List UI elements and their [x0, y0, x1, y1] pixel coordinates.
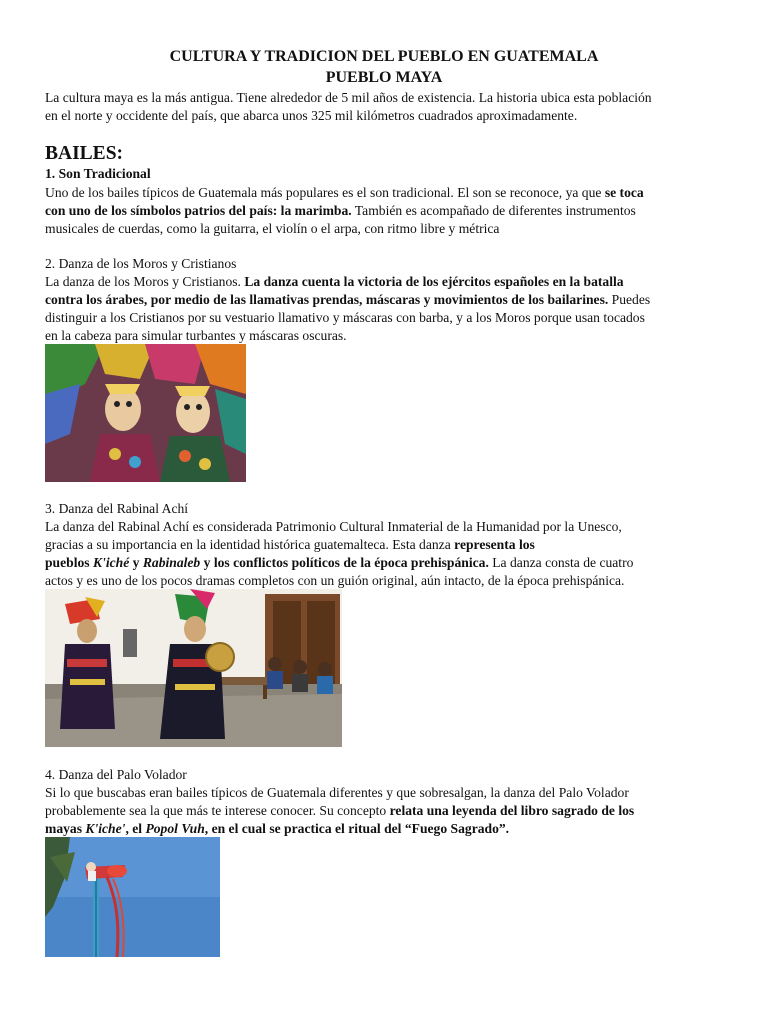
section-1-title: 1. Son Tradicional — [45, 166, 151, 181]
section-4-line: Si lo que buscabas eran bailes típicos de Guatemala diferentes y que sobresalgan, la danza del Palo Volador — [45, 785, 629, 800]
section-2-line: en la cabeza para simular turbantes y máscaras oscuras. — [45, 328, 347, 343]
section-2-line: distinguir a los Cristianos por su vestuario llamativo y máscaras con barba, y a los Moros porque usan tocados — [45, 310, 645, 325]
section-3-line: pueblos K'iché y Rabinaleb y los conflictos políticos de la época prehispánica. La danza consta de cuatro — [45, 555, 634, 570]
section-1-line: con uno de los símbolos patrios del país: la marimba. También es acompañado de diferentes instrumentos — [45, 203, 636, 218]
section-4-line: probablemente sea la que más te interese conocer. Su concepto relata una leyenda del libro sagrado de los — [45, 803, 635, 818]
bailes-heading: BAILES: — [45, 143, 124, 164]
intro-line: La cultura maya es la más antigua. Tiene alrededor de 5 mil años de existencia. La historia ubica esta población — [45, 90, 652, 105]
section-2-title: 2. Danza de los Moros y Cristianos — [45, 256, 237, 271]
document-subtitle: PUEBLO MAYA — [325, 69, 443, 86]
section-4-title: 4. Danza del Palo Volador — [45, 767, 187, 782]
section-3-title: 3. Danza del Rabinal Achí — [45, 501, 189, 516]
palo-volador-photo — [45, 837, 220, 957]
section-1-line: musicales de cuerdas, como la guitarra, el violín o el arpa, con ritmo libre y métrica — [45, 221, 500, 236]
section-2-line: contra los árabes, por medio de las llamativas prendas, máscaras y movimientos de los bailarines. Puedes — [45, 292, 651, 307]
document-title: CULTURA Y TRADICION DEL PUEBLO EN GUATEMALA — [169, 48, 599, 65]
section-2-line: La danza de los Moros y Cristianos. La danza cuenta la victoria de los ejércitos españoles en la batalla — [45, 274, 624, 289]
section-4-line: mayas K'iche', el Popol Vuh, en el cual se practica el ritual del “Fuego Sagrado”. — [45, 821, 510, 836]
section-1-line: Uno de los bailes típicos de Guatemala más populares es el son tradicional. El son se reconoce, ya que se toca — [45, 185, 644, 200]
section-3-line: La danza del Rabinal Achí es considerada Patrimonio Cultural Inmaterial de la Humanidad por la Unesco, — [45, 519, 622, 534]
section-3-line: actos y es uno de los pocos dramas completos con un guión original, aún intacto, de la época prehispánica. — [45, 573, 625, 588]
rabinal-achi-photo — [45, 589, 342, 747]
moros-cristianos-photo — [45, 344, 246, 482]
section-3-line: gracias a su importancia en la identidad histórica guatemalteca. Esta danza representa los — [45, 537, 535, 552]
intro-line: en el norte y occidente del país, que abarca unos 325 mil kilómetros cuadrados aproximadamente. — [45, 108, 578, 123]
